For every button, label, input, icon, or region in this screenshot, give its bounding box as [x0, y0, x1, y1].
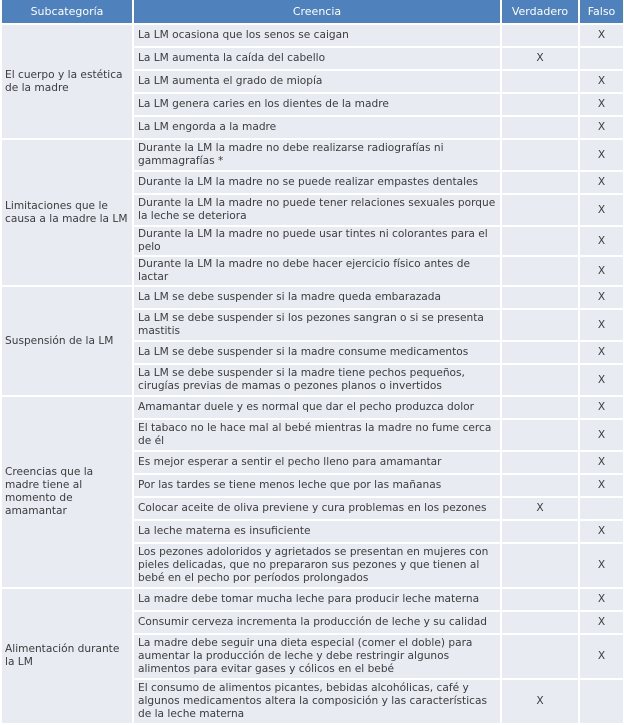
true-cell: X [501, 679, 579, 724]
subcategory-cell: Limitaciones que le causa a la madre la LM [1, 139, 133, 286]
false-cell [579, 497, 624, 520]
belief-cell: Colocar aceite de oliva previene y cura problemas en los pezones [133, 497, 501, 520]
false-cell: X [579, 520, 624, 543]
true-cell [501, 194, 579, 226]
false-cell: X [579, 341, 624, 364]
false-cell [579, 679, 624, 724]
belief-cell: La LM aumenta el grado de miopía [133, 70, 501, 93]
false-cell: X [579, 634, 624, 679]
false-cell: X [579, 256, 624, 286]
subcategory-cell: Alimentación durante la LM [1, 588, 133, 724]
belief-cell: La LM ocasiona que los senos se caigan [133, 24, 501, 47]
belief-cell: La LM genera caries en los dientes de la madre [133, 93, 501, 116]
true-cell [501, 543, 579, 588]
belief-cell: La LM aumenta la caída del cabello [133, 47, 501, 70]
subcategory-cell: Creencias que la madre tiene al momento de amamantar [1, 396, 133, 588]
true-cell [501, 611, 579, 634]
true-cell [501, 24, 579, 47]
belief-cell: Durante la LM la madre no se puede realizar empastes dentales [133, 171, 501, 194]
belief-cell: La LM engorda a la madre [133, 116, 501, 139]
header-belief: Creencia [133, 0, 501, 24]
belief-cell: El tabaco no le hace mal al bebé mientras la madre no fume cerca de él [133, 419, 501, 451]
false-cell: X [579, 451, 624, 474]
false-cell: X [579, 226, 624, 256]
belief-cell: Los pezones adoloridos y agrietados se presentan en mujeres con pieles delicadas, que no prepararon sus pezones y que tienen al bebé en el pecho por períodos prolongados [133, 543, 501, 588]
false-cell: X [579, 611, 624, 634]
header-true: Verdadero [501, 0, 579, 24]
table-row [1, 588, 624, 611]
false-cell: X [579, 474, 624, 497]
false-cell: X [579, 309, 624, 341]
true-cell [501, 451, 579, 474]
table-row [1, 286, 624, 309]
true-cell [501, 396, 579, 419]
false-cell: X [579, 286, 624, 309]
false-cell: X [579, 116, 624, 139]
belief-cell: La LM se debe suspender si los pezones sangran o si se presenta mastitis [133, 309, 501, 341]
false-cell: X [579, 588, 624, 611]
true-cell [501, 93, 579, 116]
false-cell: X [579, 396, 624, 419]
true-cell [501, 226, 579, 256]
false-cell: X [579, 24, 624, 47]
true-cell [501, 634, 579, 679]
belief-cell: La LM se debe suspender si la madre queda embarazada [133, 286, 501, 309]
true-cell [501, 70, 579, 93]
header-row [1, 0, 624, 24]
false-cell: X [579, 171, 624, 194]
table-row [1, 396, 624, 419]
true-cell [501, 520, 579, 543]
false-cell: X [579, 419, 624, 451]
header-subcategory: Subcategoría [1, 0, 133, 24]
true-cell [501, 341, 579, 364]
belief-cell: La LM se debe suspender si la madre consume medicamentos [133, 341, 501, 364]
false-cell: X [579, 543, 624, 588]
true-cell [501, 286, 579, 309]
belief-cell: Durante la LM la madre no debe hacer ejercicio físico antes de lactar [133, 256, 501, 286]
belief-cell: Durante la LM la madre no puede tener relaciones sexuales porque la leche se deteriora [133, 194, 501, 226]
belief-cell: La madre debe seguir una dieta especial (comer el doble) para aumentar la producción de leche y debe restringir algunos alimentos para evitar gases y cólicos en el bebé [133, 634, 501, 679]
subcategory-cell: Suspensión de la LM [1, 286, 133, 396]
table-row [1, 139, 624, 171]
true-cell [501, 256, 579, 286]
table-row [1, 24, 624, 47]
false-cell: X [579, 364, 624, 396]
belief-cell: Amamantar duele y es normal que dar el pecho produzca dolor [133, 396, 501, 419]
belief-cell: La leche materna es insuficiente [133, 520, 501, 543]
true-cell [501, 419, 579, 451]
true-cell [501, 171, 579, 194]
true-cell [501, 364, 579, 396]
belief-cell: La LM se debe suspender si la madre tiene pechos pequeños, cirugías previas de mamas o pezones planos o invertidos [133, 364, 501, 396]
true-cell: X [501, 497, 579, 520]
false-cell: X [579, 139, 624, 171]
belief-cell: Durante la LM la madre no debe realizarse radiografías ni gammagrafías * [133, 139, 501, 171]
true-cell [501, 474, 579, 497]
belief-cell: Es mejor esperar a sentir el pecho lleno para amamantar [133, 451, 501, 474]
belief-cell: La madre debe tomar mucha leche para producir leche materna [133, 588, 501, 611]
false-cell: X [579, 70, 624, 93]
true-cell [501, 588, 579, 611]
true-cell [501, 309, 579, 341]
true-cell [501, 116, 579, 139]
false-cell [579, 47, 624, 70]
header-false: Falso [579, 0, 624, 24]
belief-cell: Durante la LM la madre no puede usar tintes ni colorantes para el pelo [133, 226, 501, 256]
false-cell: X [579, 93, 624, 116]
false-cell: X [579, 194, 624, 226]
belief-cell: El consumo de alimentos picantes, bebidas alcohólicas, café y algunos medicamentos altera la composición y las características de la leche materna [133, 679, 501, 724]
true-cell: X [501, 47, 579, 70]
subcategory-cell: El cuerpo y la estética de la madre [1, 24, 133, 139]
belief-cell: Consumir cerveza incrementa la producción de leche y su calidad [133, 611, 501, 634]
true-cell [501, 139, 579, 171]
belief-cell: Por las tardes se tiene menos leche que por las mañanas [133, 474, 501, 497]
